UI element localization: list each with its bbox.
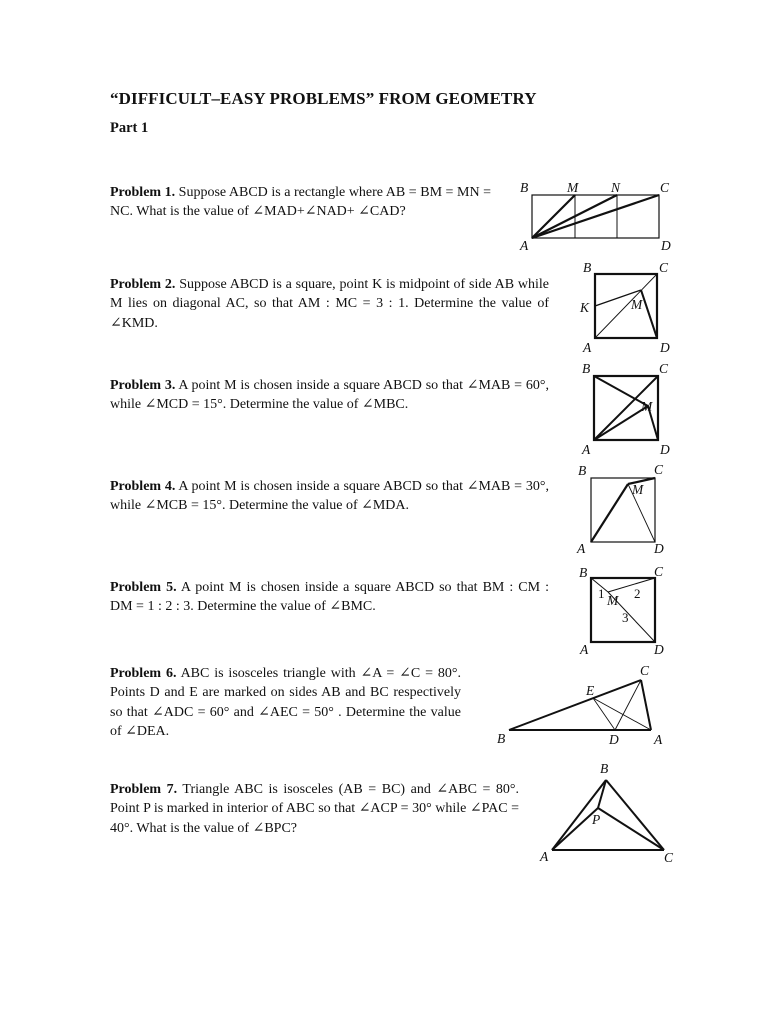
problem-5-text: A point M is chosen inside a square ABCD so that BM : CM : DM = 1 : 2 : 3. Determine the value of ∠BMC. [110,580,549,615]
fig6-label-a: A [654,732,663,747]
fig5-label-b: B [579,565,588,580]
fig4-label-b: B [578,463,587,478]
figure-4-square [573,462,678,558]
fig7-label-p: P [592,812,601,827]
fig4-label-c: C [654,462,664,477]
problem-2-heading: Problem 2. [110,277,176,292]
section-heading: Part 1 [110,120,149,136]
problem-3-heading: Problem 3. [110,378,176,393]
fig6-label-e: E [586,683,595,698]
fig5-label-c: C [654,564,664,579]
fig1-label-c: C [660,180,670,195]
figure-7-triangle [536,758,686,868]
problem-1-text: Suppose ABCD is a rectangle where AB = BM = MN = NC. What is the value of ∠MAD+∠NAD+ ∠CAD? [110,185,492,220]
fig7-label-c: C [664,850,674,865]
fig3-label-m: M [641,399,653,414]
fig1-label-d: D [661,238,671,253]
problem-7-heading: Problem 7. [110,782,178,797]
fig3-label-c: C [659,361,669,376]
problem-5-heading: Problem 5. [110,580,177,595]
fig2-label-k: K [580,300,590,315]
fig1-label-a: A [520,238,529,253]
problem-7 [110,780,519,838]
problem-6 [110,664,461,742]
fig6-label-b: B [497,731,506,746]
problem-4 [110,477,549,516]
figure-3-square [575,360,680,456]
fig2-label-a: A [583,340,592,355]
fig5-label-d: D [654,642,664,657]
fig1-label-m: M [567,180,579,195]
document-title: “DIFFICULT–EASY PROBLEMS” FROM GEOMETRY [110,89,537,108]
problem-4-text: A point M is chosen inside a square ABCD so that ∠MAB = 30°, while ∠MCB = 15°. Determine the value of ∠MDA. [110,479,549,514]
problem-6-heading: Problem 6. [110,666,177,681]
fig3-label-b: B [582,361,591,376]
fig6-label-d: D [609,732,619,747]
fig1-label-n: N [611,180,621,195]
problem-3 [110,376,549,415]
fig7-label-b: B [600,761,609,776]
fig2-label-c: C [659,260,669,275]
problem-7-text: Triangle ABC is isosceles (AB = BC) and ∠ABC = 80°. Point P is marked in interior of ABC so that ∠ACP = 30° while ∠PAC = 40°. What is the value of ∠BPC? [110,782,519,836]
problem-1 [110,183,491,222]
figure-1-rectangle [510,178,680,254]
fig2-label-m: M [631,297,643,312]
problem-3-text: A point M is chosen inside a square ABCD so that ∠MAB = 60°, while ∠MCD = 15°. Determine the value of ∠MBC. [110,378,549,413]
fig1-label-b: B [520,180,529,195]
figure-6-triangle [493,660,683,750]
fig5-label-3: 3 [622,610,629,625]
problem-1-heading: Problem 1. [110,185,176,200]
fig5-label-1: 1 [598,586,605,601]
fig5-label-m: M [607,593,619,608]
fig6-label-c: C [640,663,650,678]
figure-2-square [575,258,680,354]
fig4-label-a: A [577,541,586,556]
problem-5 [110,578,549,617]
fig2-label-d: D [660,340,670,355]
problem-4-heading: Problem 4. [110,479,176,494]
problem-6-text: ABC is isosceles triangle with ∠A = ∠C = 80°. Points D and E are marked on sides AB and BC respectively so that ∠ADC = 60° and ∠AEC = 50° . Determine the value of ∠DEA. [110,666,461,740]
fig4-label-m: M [632,482,644,497]
fig7-label-a: A [540,849,549,864]
problem-2 [110,275,549,333]
fig5-label-a: A [580,642,589,657]
problem-2-text: Suppose ABCD is a square, point K is midpoint of side AB while M lies on diagonal AC, so that AM : MC = 3 : 1. Determine the value of ∠KMD. [110,277,549,331]
fig4-label-d: D [654,541,664,556]
figure-5-square [573,562,678,658]
fig2-label-b: B [583,260,592,275]
fig5-label-2: 2 [634,586,641,601]
fig3-label-d: D [660,442,670,457]
fig3-label-a: A [582,442,591,457]
